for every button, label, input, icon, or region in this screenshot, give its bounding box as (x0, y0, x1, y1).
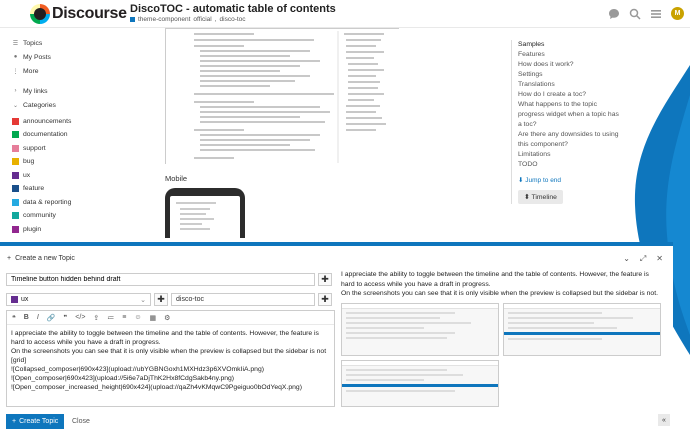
topics-icon: ☰ (12, 40, 19, 47)
sidebar-category-label: support (23, 144, 46, 152)
toc-item[interactable]: TODO (518, 161, 538, 168)
sidebar-item-label: Topics (23, 39, 43, 47)
preview-image[interactable] (341, 360, 499, 408)
category-badge-icon (130, 17, 135, 22)
composer-controls (623, 254, 663, 264)
toc-item[interactable]: How do I create a toc? (518, 91, 587, 98)
create-topic-button[interactable] (6, 414, 64, 429)
toc-item[interactable]: Features (518, 51, 545, 58)
toc-item[interactable]: What happens to the topic progress widget when a topic has a toc? (518, 101, 619, 128)
sidebar-category-item[interactable] (12, 157, 34, 167)
blockquote-icon[interactable]: ❞ (63, 314, 68, 322)
logo-text: Discourse (52, 5, 127, 22)
jump-to-end-label: Jump to end (525, 177, 562, 184)
add-title-button[interactable]: ✚ (318, 273, 332, 286)
minimize-icon[interactable]: ⌄ (623, 254, 630, 263)
topic-body (135, 28, 505, 238)
sidebar-category-item[interactable] (12, 143, 46, 153)
sidebar-category-item[interactable] (12, 116, 71, 126)
category-color-icon (12, 212, 19, 219)
sidebar-item-label: My Posts (23, 53, 51, 61)
category-badge[interactable]: theme-component (138, 16, 191, 23)
category-color-icon (12, 199, 19, 206)
close-composer-link[interactable]: Close (72, 418, 90, 425)
sidebar-item-label: More (23, 67, 39, 75)
category-color-icon (12, 185, 19, 192)
tag-official[interactable]: official (193, 16, 212, 23)
site-logo[interactable] (30, 4, 127, 24)
tag-disco-toc[interactable]: disco-toc (219, 16, 246, 23)
preview-image-grid (341, 303, 661, 407)
composer-preview (341, 270, 661, 299)
sidebar-section-my-links[interactable] (12, 86, 48, 96)
topic-title-input[interactable] (6, 273, 315, 286)
sidebar-category-item[interactable] (12, 130, 68, 140)
sidebar-item-my-posts[interactable] (12, 52, 51, 62)
emoji-icon[interactable]: ☺ (134, 314, 142, 321)
sidebar-category-item[interactable] (12, 197, 71, 207)
date-icon[interactable]: ▦ (149, 314, 157, 322)
sidebar-category-label: data & reporting (23, 198, 72, 206)
timeline-toggle-button[interactable] (518, 190, 563, 204)
plus-icon: + (7, 255, 12, 262)
jump-icon: ⬇ (518, 177, 524, 184)
sidebar-section-categories[interactable] (12, 100, 56, 110)
chat-icon[interactable] (608, 8, 620, 20)
code-icon[interactable]: </> (75, 314, 86, 321)
topic-title[interactable]: DiscoTOC - automatic table of contents (130, 3, 336, 15)
toc-item[interactable]: Limitations (518, 151, 551, 158)
add-tag-button[interactable]: ✚ (318, 293, 332, 306)
discourse-logo-icon (30, 4, 50, 24)
preview-image[interactable] (341, 303, 499, 356)
category-color-icon (12, 172, 19, 179)
composer-editor (6, 310, 335, 407)
sidebar-category-label: community (23, 212, 56, 219)
category-selector[interactable] (6, 293, 151, 306)
mobile-screenshot-image[interactable] (165, 188, 245, 238)
screenshot-image[interactable] (165, 28, 399, 164)
sidebar-category-label: announcements (23, 117, 72, 125)
topic-meta (130, 16, 246, 23)
search-icon[interactable] (629, 8, 641, 20)
sidebar-category-item[interactable] (12, 224, 41, 234)
table-of-contents (511, 40, 623, 204)
tag-value: disco-toc (176, 296, 205, 303)
upload-icon[interactable]: ⇪ (93, 314, 100, 322)
category-color-icon (12, 118, 19, 125)
user-icon: ● (13, 54, 18, 60)
user-avatar[interactable]: M (671, 7, 684, 20)
composer (0, 242, 673, 434)
category-color-icon (11, 296, 18, 303)
tag-selector[interactable] (171, 293, 315, 306)
preview-image[interactable] (503, 303, 661, 356)
toc-item[interactable]: Samples (518, 41, 545, 48)
fullscreen-icon[interactable]: ⤢ (639, 254, 647, 263)
toc-item[interactable]: Translations (518, 81, 555, 88)
composer-action-label: Create a new Topic (15, 255, 75, 262)
plus-icon: + (12, 418, 17, 425)
sidebar (0, 28, 82, 238)
preview-paragraph: I appreciate the ability to toggle between the timeline and the table of contents. However, the feature is hard to access while you have a draft in progress. (341, 271, 649, 288)
composer-header (7, 255, 75, 262)
jump-to-end-link[interactable] (518, 176, 623, 184)
numbered-list-icon[interactable]: ≡ (122, 314, 127, 321)
sidebar-category-item[interactable] (12, 211, 56, 221)
category-color-icon (12, 226, 19, 233)
toc-item[interactable]: Are there any downsides to using this component? (518, 131, 619, 148)
editor-toolbar (7, 311, 334, 325)
sidebar-section-label: Categories (23, 101, 56, 109)
category-color-icon (12, 158, 19, 165)
more-icon: ⋮ (12, 68, 19, 75)
sidebar-item-topics[interactable] (12, 38, 42, 48)
chevron-down-icon: ⌄ (12, 102, 19, 109)
timeline-icon: ⬍ (524, 194, 530, 201)
sidebar-category-label: bug (23, 158, 35, 165)
italic-icon[interactable]: I (36, 314, 39, 321)
header-icons (608, 7, 684, 20)
timeline-label: Timeline (531, 194, 557, 201)
sidebar-category-label: documentation (23, 131, 68, 138)
bullet-list-icon[interactable]: ≔ (107, 314, 115, 322)
toc-item[interactable]: Settings (518, 71, 543, 78)
sidebar-category-label: feature (23, 185, 45, 192)
sidebar-category-label: ux (23, 171, 31, 179)
create-topic-label: Create Topic (19, 418, 59, 425)
category-color-icon (12, 131, 19, 138)
mobile-heading: Mobile (165, 174, 188, 183)
sidebar-category-item[interactable] (12, 170, 30, 180)
link-icon[interactable]: 🔗 (46, 314, 56, 322)
editor-textarea[interactable]: I appreciate the ability to toggle between the timeline and the table of contents. However, the feature is hard to access while you have a draft in progress. On the screenshots you can see that it is only visible when the preview is collapsed but the sidebar is not [grid] ![Collapsed_composer|690x423](upload://ubYGBNGoxh1MXHdz3p6XVOmkIiA.png) ![Open_composer|690x423](upload://5i6e7aDjThK2Hx8fCdgSakb4ny.png) ![Open_composer_increased_height|690x424](upload://qaZh4vKMqwC9Pgeiguo0bOdYeqX.png) (11, 330, 327, 391)
quote-icon[interactable]: ❝ (12, 314, 16, 322)
category-color-icon (12, 145, 19, 152)
collapse-preview-icon[interactable]: « (658, 414, 670, 426)
tag-separator: , (214, 16, 217, 23)
category-value: ux (21, 296, 29, 303)
toc-item[interactable]: How does it work? (518, 61, 574, 68)
bold-icon[interactable]: B (23, 314, 29, 321)
sidebar-category-item[interactable] (12, 184, 44, 194)
sidebar-category-label: plugin (23, 225, 42, 233)
preview-paragraph: On the screenshots you can see that it is only visible when the preview is collapsed but the sidebar is not. (341, 290, 658, 297)
close-icon[interactable]: ✕ (656, 254, 663, 263)
chevron-right-icon: › (14, 88, 17, 94)
site-header (0, 0, 690, 28)
hamburger-icon[interactable] (650, 8, 662, 20)
sidebar-section-label: My links (23, 87, 48, 95)
chevron-down-icon: ⌄ (140, 296, 146, 304)
add-category-button[interactable]: ✚ (154, 293, 168, 306)
settings-icon[interactable]: ⚙ (164, 314, 171, 322)
sidebar-item-more[interactable] (12, 66, 39, 76)
